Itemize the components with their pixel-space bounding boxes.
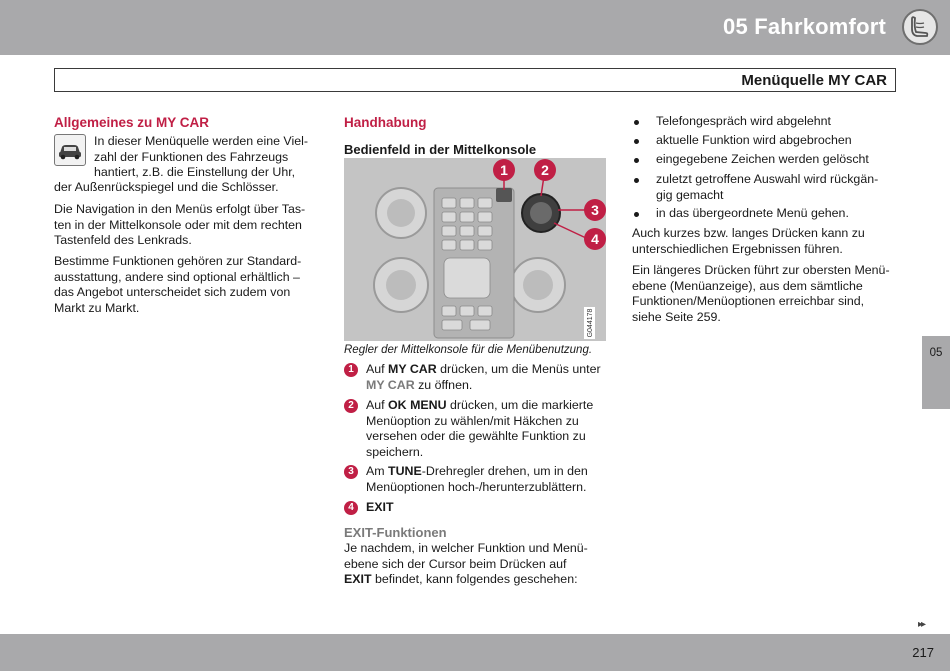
press-paragraph: Auch kurzes bzw. langes Drücken kann zu unterschiedlichen Ergebnissen führen. [632, 226, 865, 256]
intro-line: hantiert, z.B. die Einstellung der Uhr, [94, 165, 296, 179]
equipment-line: ausstattung, andere sind optional erhältlich – [54, 269, 300, 284]
navigation-line: ten in der Mittelkonsole oder mit dem rechten [54, 217, 302, 232]
exit-heading: EXIT-Funktionen [344, 525, 447, 540]
section-bar [54, 68, 896, 92]
step-number: 1 [344, 363, 358, 377]
chapter-title: 05 Fahrkomfort [723, 14, 886, 39]
header-band [0, 0, 950, 55]
step-number: 4 [344, 501, 358, 515]
step-number: 3 [344, 465, 358, 479]
equipment-line: das Angebot unterscheidet sich zudem von [54, 285, 291, 299]
intro-line: zahl der Funktionen des Fahrzeugs [94, 149, 289, 164]
handling-heading: Handhabung [344, 115, 427, 130]
console-subheading: Bedienfeld in der Mittelkonsole [344, 142, 537, 157]
intro-line: In dieser Menüquelle werden eine Viel- [94, 134, 308, 148]
equipment-line: Markt zu Markt. [54, 300, 140, 315]
navigation-paragraph [54, 202, 334, 249]
callout-2 [534, 159, 556, 181]
svg-text:1: 1 [500, 162, 508, 178]
long-press-paragraph: Ein längeres Drücken führt zur obersten Menü- ebene (Menüanzeige), aus dem sämtliche Funktionen/Menüoptionen erreichbar sind, siehe Seite 259. [632, 263, 890, 324]
car-icon [54, 134, 86, 166]
side-tab-label: 05 [929, 347, 943, 359]
intro-line: der Außenrückspiegel und die Schlösser. [54, 180, 279, 194]
section-title: Menüquelle MY CAR [741, 72, 887, 89]
intro-paragraph-end [54, 180, 334, 196]
step-1: 1 Auf MY CAR drücken, um die Menüs unter MY CAR zu öffnen. [344, 362, 614, 378]
navigation-line: Tastenfeld des Lenkrads. [54, 233, 192, 247]
step-2: 2 Auf OK MENU drücken, um die markierte Menüoption zu wählen/mit Häkchen zu versehen oder die gewählte Funktion zu speichern. [344, 398, 614, 414]
equipment-paragraph [54, 254, 334, 316]
equipment-line: Bestimme Funktionen gehören zur Standard- [54, 254, 302, 268]
center-console-photo [344, 158, 606, 341]
step-4: 4 EXIT [344, 500, 614, 516]
svg-text:3: 3 [591, 202, 599, 218]
next-page-arrows: ▸▸ [918, 619, 925, 630]
callout-3 [584, 199, 606, 221]
chapter-side-tab[interactable] [922, 336, 950, 409]
svg-text:2: 2 [541, 162, 549, 178]
svg-text:4: 4 [591, 231, 599, 247]
step-number: 2 [344, 399, 358, 413]
exit-paragraph: Je nachdem, in welcher Funktion und Menü- ebene sich der Cursor beim Drücken auf EXIT befindet, kann folgendes geschehen: [344, 541, 588, 586]
footer-band [0, 634, 950, 671]
image-code: G044178 [587, 308, 594, 338]
seat-icon [902, 9, 938, 45]
callout-1 [493, 159, 515, 181]
step-3: 3 Am TUNE-Drehregler drehen, um in den Menüoptionen hoch-/herunterzublättern. [344, 464, 614, 480]
image-caption: Regler der Mittelkonsole für die Menübenutzung. [344, 344, 593, 356]
navigation-line: Die Navigation in den Menüs erfolgt über Tas- [54, 202, 306, 216]
general-heading: Allgemeines zu MY CAR [54, 115, 210, 130]
callout-4 [584, 228, 606, 250]
intro-paragraph [94, 134, 334, 181]
page-number: 217 [912, 645, 934, 660]
